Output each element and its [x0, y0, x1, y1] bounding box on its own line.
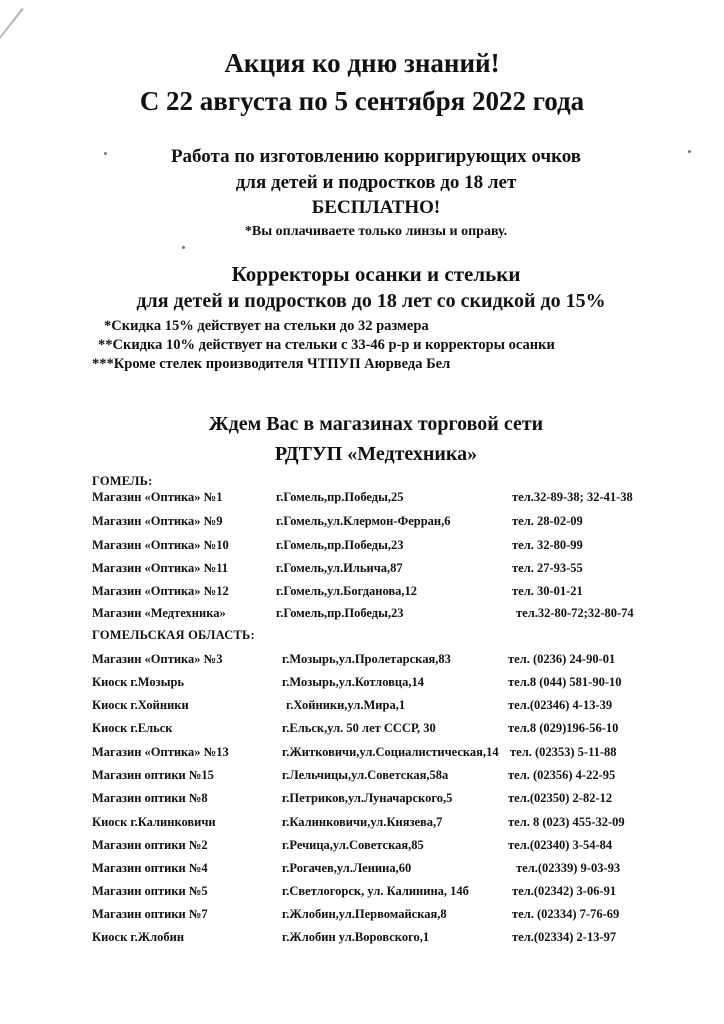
- store-row: [0, 538, 724, 556]
- store-phone: тел.(02334) 2-13-97: [512, 930, 617, 944]
- store-name: Магазин «Медтехника»: [92, 606, 226, 620]
- store-row: [0, 768, 724, 786]
- store-address: г.Гомель,ул.Богданова,12: [276, 584, 418, 598]
- store-address: г.Лельчицы,ул.Советская,58а: [282, 768, 449, 782]
- store-row: [0, 514, 724, 532]
- store-phone: тел. (02334) 7-76-69: [512, 907, 620, 921]
- discount-note-1: *Скидка 15% действует на стельки до 32 размера: [104, 318, 429, 334]
- region-heading: ГОМЕЛЬСКАЯ ОБЛАСТЬ:: [92, 628, 255, 642]
- store-phone: тел.32-80-72;32-80-74: [516, 606, 634, 620]
- store-row: [0, 490, 724, 508]
- store-address: г.Мозырь,ул.Котловца,14: [282, 675, 424, 689]
- store-phone: тел. 30-01-21: [512, 584, 583, 598]
- store-name: Магазин «Оптика» №13: [92, 745, 229, 759]
- store-name: Киоск г.Жлобин: [92, 930, 185, 944]
- store-address: г.Рогачев,ул.Ленина,60: [282, 861, 412, 875]
- store-phone: тел.8 (044) 581-90-10: [508, 675, 622, 689]
- store-name: Киоск г.Ельск: [92, 721, 173, 735]
- store-row: [0, 930, 724, 948]
- glasses-offer-line2: для детей и подростков до 18 лет: [235, 172, 517, 193]
- discount-note-2: **Скидка 10% действует на стельки с 33-46 р-р и корректоры осанки: [98, 337, 555, 353]
- store-row: [0, 861, 724, 879]
- store-phone: тел. 27-93-55: [512, 561, 583, 575]
- posture-offer-title: Корректоры осанки и стельки: [231, 262, 521, 286]
- store-row: [0, 698, 724, 716]
- gomel-heading: ГОМЕЛЬ:: [92, 474, 153, 488]
- store-name: Магазин оптики №4: [92, 861, 208, 875]
- store-name: Магазин оптики №7: [92, 907, 208, 921]
- store-phone: тел. (02353) 5-11-88: [510, 745, 617, 759]
- store-phone: тел.32-89-38; 32-41-38: [512, 490, 633, 504]
- glasses-offer-line1: Работа по изготовлению корригирующих очков: [170, 146, 582, 167]
- store-address: г.Ельск,ул. 50 лет СССР, 30: [282, 721, 436, 735]
- store-phone: тел.8 (029)196-56-10: [508, 721, 619, 735]
- page-title: Акция ко дню знаний!: [224, 48, 500, 78]
- store-name: Магазин «Оптика» №1: [92, 490, 223, 504]
- discount-note-3: ***Кроме стелек производителя ЧТПУП Аюрведа Бел: [92, 356, 451, 372]
- store-address: г.Петриков,ул.Луначарского,5: [282, 791, 453, 805]
- promo-dates: С 22 августа по 5 сентября 2022 года: [139, 86, 585, 116]
- store-row: [0, 584, 724, 602]
- store-phone: тел.(02340) 3-54-84: [508, 838, 613, 852]
- invite-network-name: РДТУП «Медтехника»: [274, 443, 478, 465]
- store-row: [0, 907, 724, 925]
- store-name: Магазин оптики №15: [92, 768, 214, 782]
- store-phone: тел. 8 (023) 455-32-09: [508, 815, 625, 829]
- store-row: [0, 815, 724, 833]
- store-phone: тел. 32-80-99: [512, 538, 583, 552]
- glasses-offer-note: *Вы оплачиваете только линзы и оправу.: [244, 224, 508, 239]
- store-name: Магазин «Оптика» №9: [92, 514, 223, 528]
- store-row: [0, 606, 724, 624]
- store-name: Киоск г.Хойники: [92, 698, 189, 712]
- store-name: Магазин оптики №2: [92, 838, 208, 852]
- store-row: [0, 884, 724, 902]
- store-phone: тел.(02350) 2-82-12: [508, 791, 613, 805]
- store-name: Магазин оптики №8: [92, 791, 208, 805]
- store-address: г.Речица,ул.Советская,85: [282, 838, 424, 852]
- store-phone: тел.(02339) 9-03-93: [516, 861, 621, 875]
- store-phone: тел. 28-02-09: [512, 514, 583, 528]
- store-address: г.Светлогорск, ул. Калинина, 14б: [282, 884, 469, 898]
- store-row: [0, 791, 724, 809]
- store-row: [0, 652, 724, 670]
- invite-line1: Ждем Вас в магазинах торговой сети: [208, 413, 544, 435]
- store-address: г.Калинковичи,ул.Князева,7: [282, 815, 443, 829]
- store-phone: тел. (0236) 24-90-01: [508, 652, 616, 666]
- store-name: Магазин «Оптика» №3: [92, 652, 223, 666]
- store-address: г.Гомель,ул.Клермон-Ферран,6: [276, 514, 451, 528]
- glasses-offer-free: БЕСПЛАТНО!: [311, 197, 441, 218]
- store-address: г.Жлобин ул.Воровского,1: [282, 930, 430, 944]
- scan-speck: [182, 246, 185, 249]
- store-address: г.Гомель,пр.Победы,25: [276, 490, 404, 504]
- store-phone: тел. (02356) 4-22-95: [508, 768, 616, 782]
- store-row: [0, 721, 724, 739]
- store-row: [0, 745, 724, 763]
- store-row: [0, 561, 724, 579]
- store-phone: тел.(02342) 3-06-91: [512, 884, 617, 898]
- store-address: г.Мозырь,ул.Пролетарская,83: [282, 652, 451, 666]
- store-row: [0, 675, 724, 693]
- store-address: г.Гомель,пр.Победы,23: [276, 538, 404, 552]
- store-name: Магазин «Оптика» №11: [92, 561, 229, 575]
- store-address: г.Житковичи,ул.Социалистическая,14: [282, 745, 499, 759]
- store-phone: тел.(02346) 4-13-39: [508, 698, 613, 712]
- store-name: Магазин оптики №5: [92, 884, 208, 898]
- store-address: г.Гомель,пр.Победы,23: [276, 606, 404, 620]
- store-address: г.Хойники,ул.Мира,1: [286, 698, 406, 712]
- store-name: Магазин «Оптика» №10: [92, 538, 229, 552]
- store-address: г.Гомель,ул.Ильича,87: [276, 561, 403, 575]
- posture-offer-subtitle: для детей и подростков до 18 лет со скидкой до 15%: [136, 290, 606, 312]
- store-name: Киоск г.Калинковичи: [92, 815, 216, 829]
- store-name: Киоск г.Мозырь: [92, 675, 185, 689]
- store-name: Магазин «Оптика» №12: [92, 584, 229, 598]
- store-address: г.Жлобин,ул.Первомайская,8: [282, 907, 447, 921]
- store-row: [0, 838, 724, 856]
